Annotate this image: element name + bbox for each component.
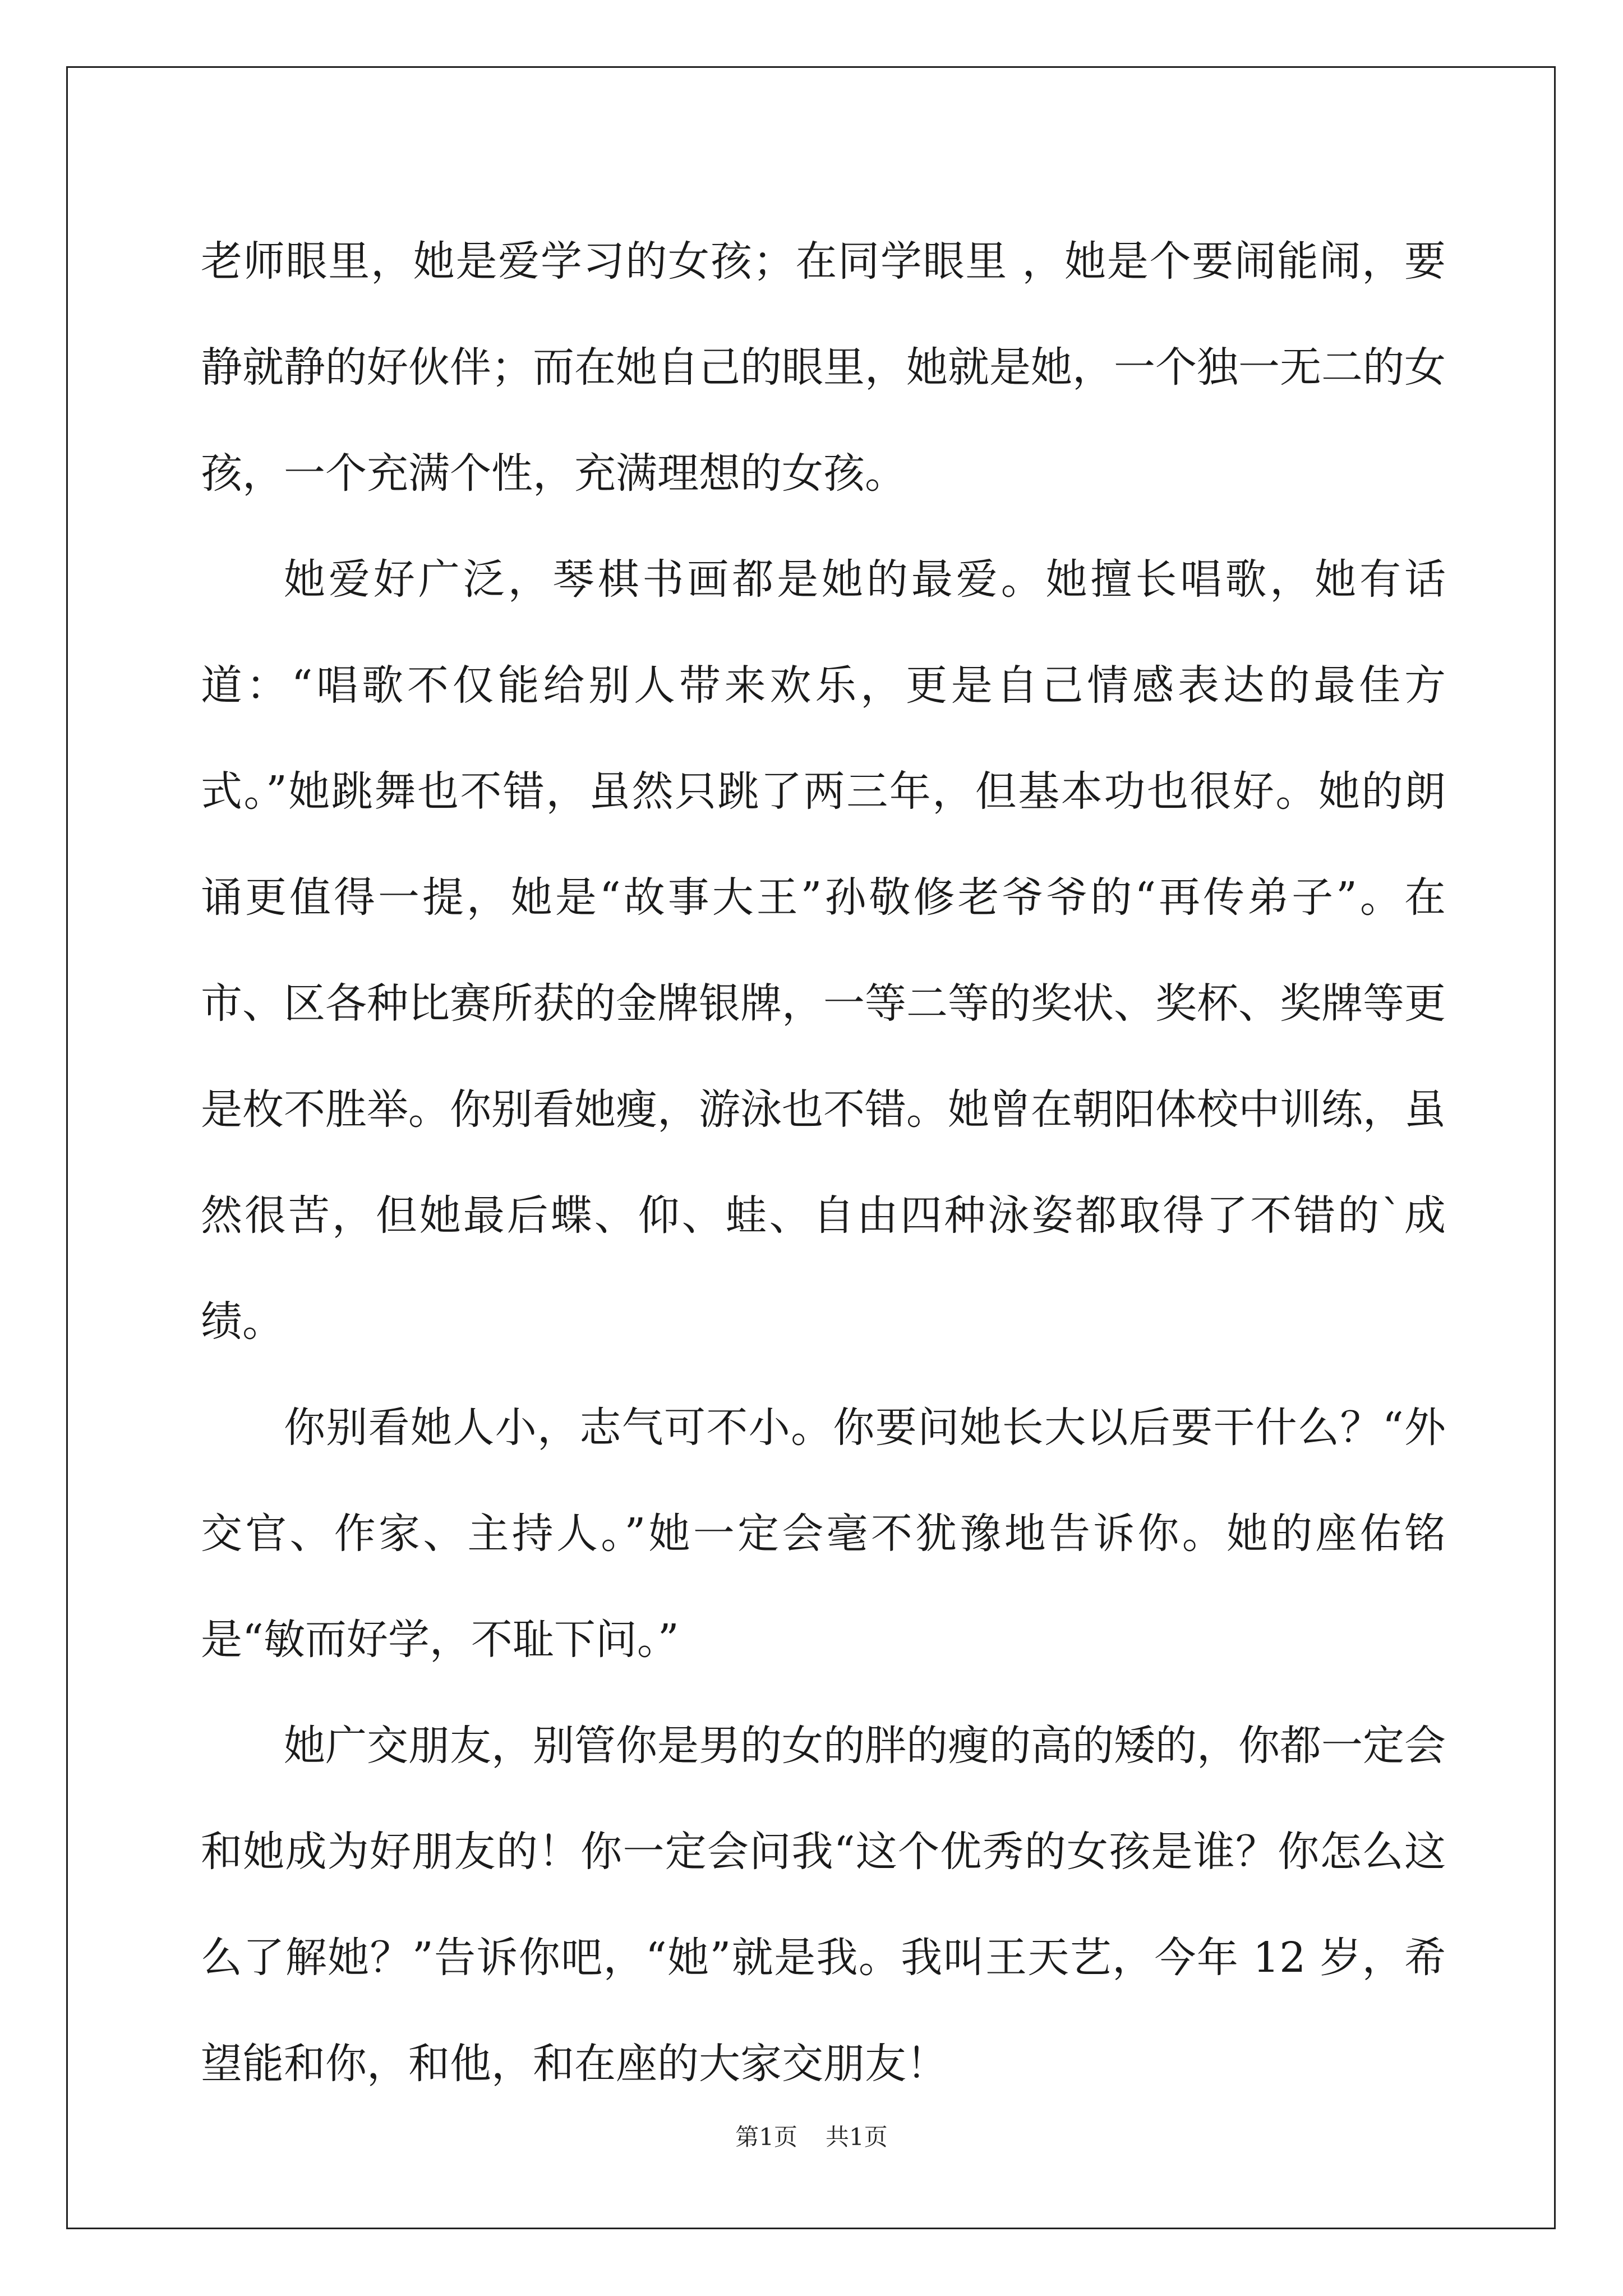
paragraph-1: 老师眼里，她是爱学习的女孩；在同学眼里 ，她是个要闹能闹，要静就静的好伙伴；而在她自己的眼里，她就是她，一个独一无二的女孩，一个充满个性，充满理想的女孩。: [201, 237, 1446, 498]
page-footer: [0, 2120, 1623, 2154]
page-number: 第1页: [735, 2123, 797, 2151]
paragraph-2: 她爱好广泛，琴棋书画都是她的最爱。她擅长唱歌，她有话道：“唱歌不仅能给别人带来欢乐，更是自己情感表达的最佳方式。”她跳舞也不错，虽然只跳了两三年，但基本功也很好。她的朗诵更值得一提，她是“故事大王”孙敬修老爷爷的“再传弟子”。在市、区各种比赛所获的金牌银牌，一等二等的奖状、奖杯、奖牌等更是枚不胜举。你别看她瘦，游泳也不错。她曾在朝阳体校中训练，虽然很苦，但她最后蝶、仰、蛙、自由四种泳姿都取得了不错的`成绩。: [201, 555, 1446, 1346]
paragraph-3: 你别看她人小，志气可不小。你要问她长大以后要干什么？“外交官、作家、主持人。”她一定会毫不犹豫地告诉你。她的座佑铭是“敏而好学，不耻下问。”: [201, 1404, 1446, 1664]
paragraph-4: 她广交朋友，别管你是男的女的胖的瘦的高的矮的，你都一定会和她成为好朋友的！你一定会问我“这个优秀的女孩是谁？你怎么这么了解她？”告诉你吧，“她”就是我。我叫王天艺，今年 12 岁，希望能和你，和他，和在座的大家交朋友！: [201, 1722, 1446, 2088]
page-total: 共1页: [826, 2123, 888, 2151]
document-body: [201, 209, 1446, 2117]
